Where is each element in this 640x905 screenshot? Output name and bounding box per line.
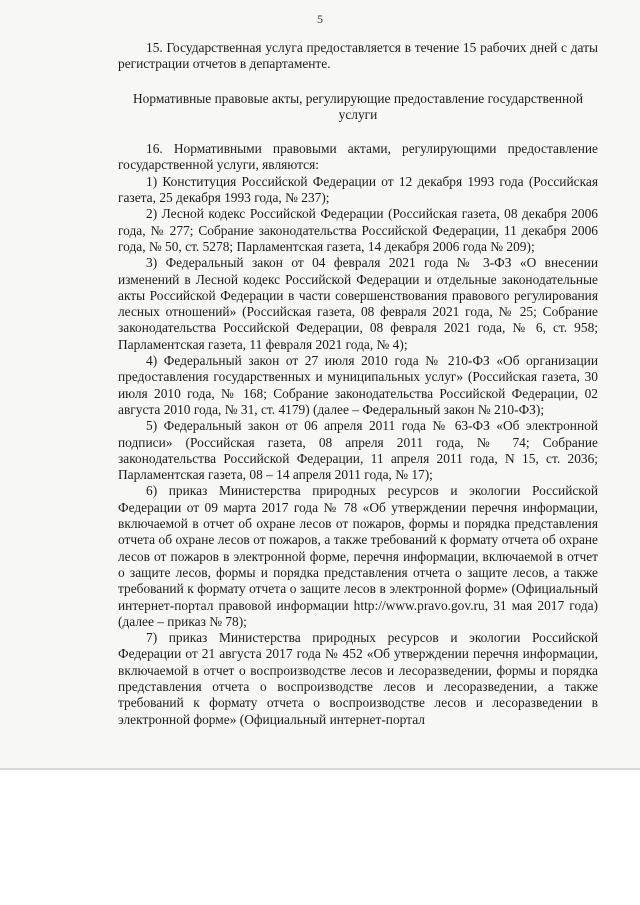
list-item-6: 6) приказ Министерства природных ресурсов и экологии Российской Федерации от 09 марта 2017 года № 78 «Об утверждении перечня информации, включаемой в отчет об охране лесов от пожаров, формы и порядка представления отчета об охране лесов от пожаров, а также требований к формату отчета об охране лесов от пожаров в электронной форме, перечня информации, включаемой в отчет о защите лесов, формы и порядка представления отчета о защите лесов, а также требований к формату отчета о защите лесов в электронной форме» (Официальный интернет-портал правовой информации http://www.pravo.gov.ru, 31 мая 2017 года) (далее – приказ № 78); — [118, 483, 598, 629]
paragraph-16: 16. Нормативными правовыми актами, регулирующими предоставление государственной услуги, являются: — [118, 141, 598, 173]
list-item-1: 1) Конституция Российской Федерации от 12 декабря 1993 года (Российская газета, 25 декабря 1993 года, № 237); — [118, 173, 598, 206]
list-item-4: 4) Федеральный закон от 27 июля 2010 года № 210-ФЗ «Об организации предоставления государственных и муниципальных услуг» (Российская газета, 30 июля 2010 года, № 168; Собрание законодательства Российской Федерации, 02 августа 2010 года, № 31, ст. 4179) (далее – Федеральный закон № 210-ФЗ); — [118, 353, 598, 417]
list-item-2: 2) Лесной кодекс Российской Федерации (Российская газета, 08 декабря 2006 года, № 277; Собрание законодательства Российской Федерации, 11 декабря 2006 года, № 50, ст. 5278; Парламентская газета, 14 декабря 2006 года № 209); — [118, 206, 598, 254]
list-item-5: 5) Федеральный закон от 06 апреля 2011 года № 63-ФЗ «Об электронной подписи» (Российская газета, 08 апреля 2011 года, № 74; Собрание законодательства Российской Федерации, 11 апреля 2011 года, N 15, ст. 2036; Парламентская газета, 08 – 14 апреля 2011 года, № 17); — [118, 418, 598, 483]
list-item-7: 7) приказ Министерства природных ресурсов и экологии Российской Федерации от 21 августа 2017 года № 452 «Об утверждении перечня информации, включаемой в отчет о воспроизводстве лесов и лесоразведении, формы и порядка представления отчета о воспроизводстве лесов и лесоразведении, а также требований к формату отчета о воспроизводстве лесов и лесоразведении в электронной форме» (Официальный интернет-портал — [118, 630, 598, 727]
list-item-3: 3) Федеральный закон от 04 февраля 2021 года № 3-ФЗ «О внесении изменений в Лесной кодекс Российской Федерации и отдельные законодательные акты Российской Федерации в части совершенствования правового регулирования лесных отношений» (Российская газета, 08 февраля 2021 года, № 25; Собрание законодательства Российской Федерации, 08 февраля 2021 года, № 6, ст. 958; Парламентская газета, 11 февраля 2021 года, № 4); — [118, 255, 598, 352]
section-heading: Нормативные правовые акты, регулирующие предоставление государственной услуги — [132, 90, 584, 122]
page-number: 5 — [317, 12, 323, 26]
document-body — [118, 40, 598, 728]
page-edge — [0, 768, 640, 770]
paragraph-15: 15. Государственная услуга предоставляется в течение 15 рабочих дней с даты регистрации отчетов в департаменте. — [118, 40, 598, 72]
